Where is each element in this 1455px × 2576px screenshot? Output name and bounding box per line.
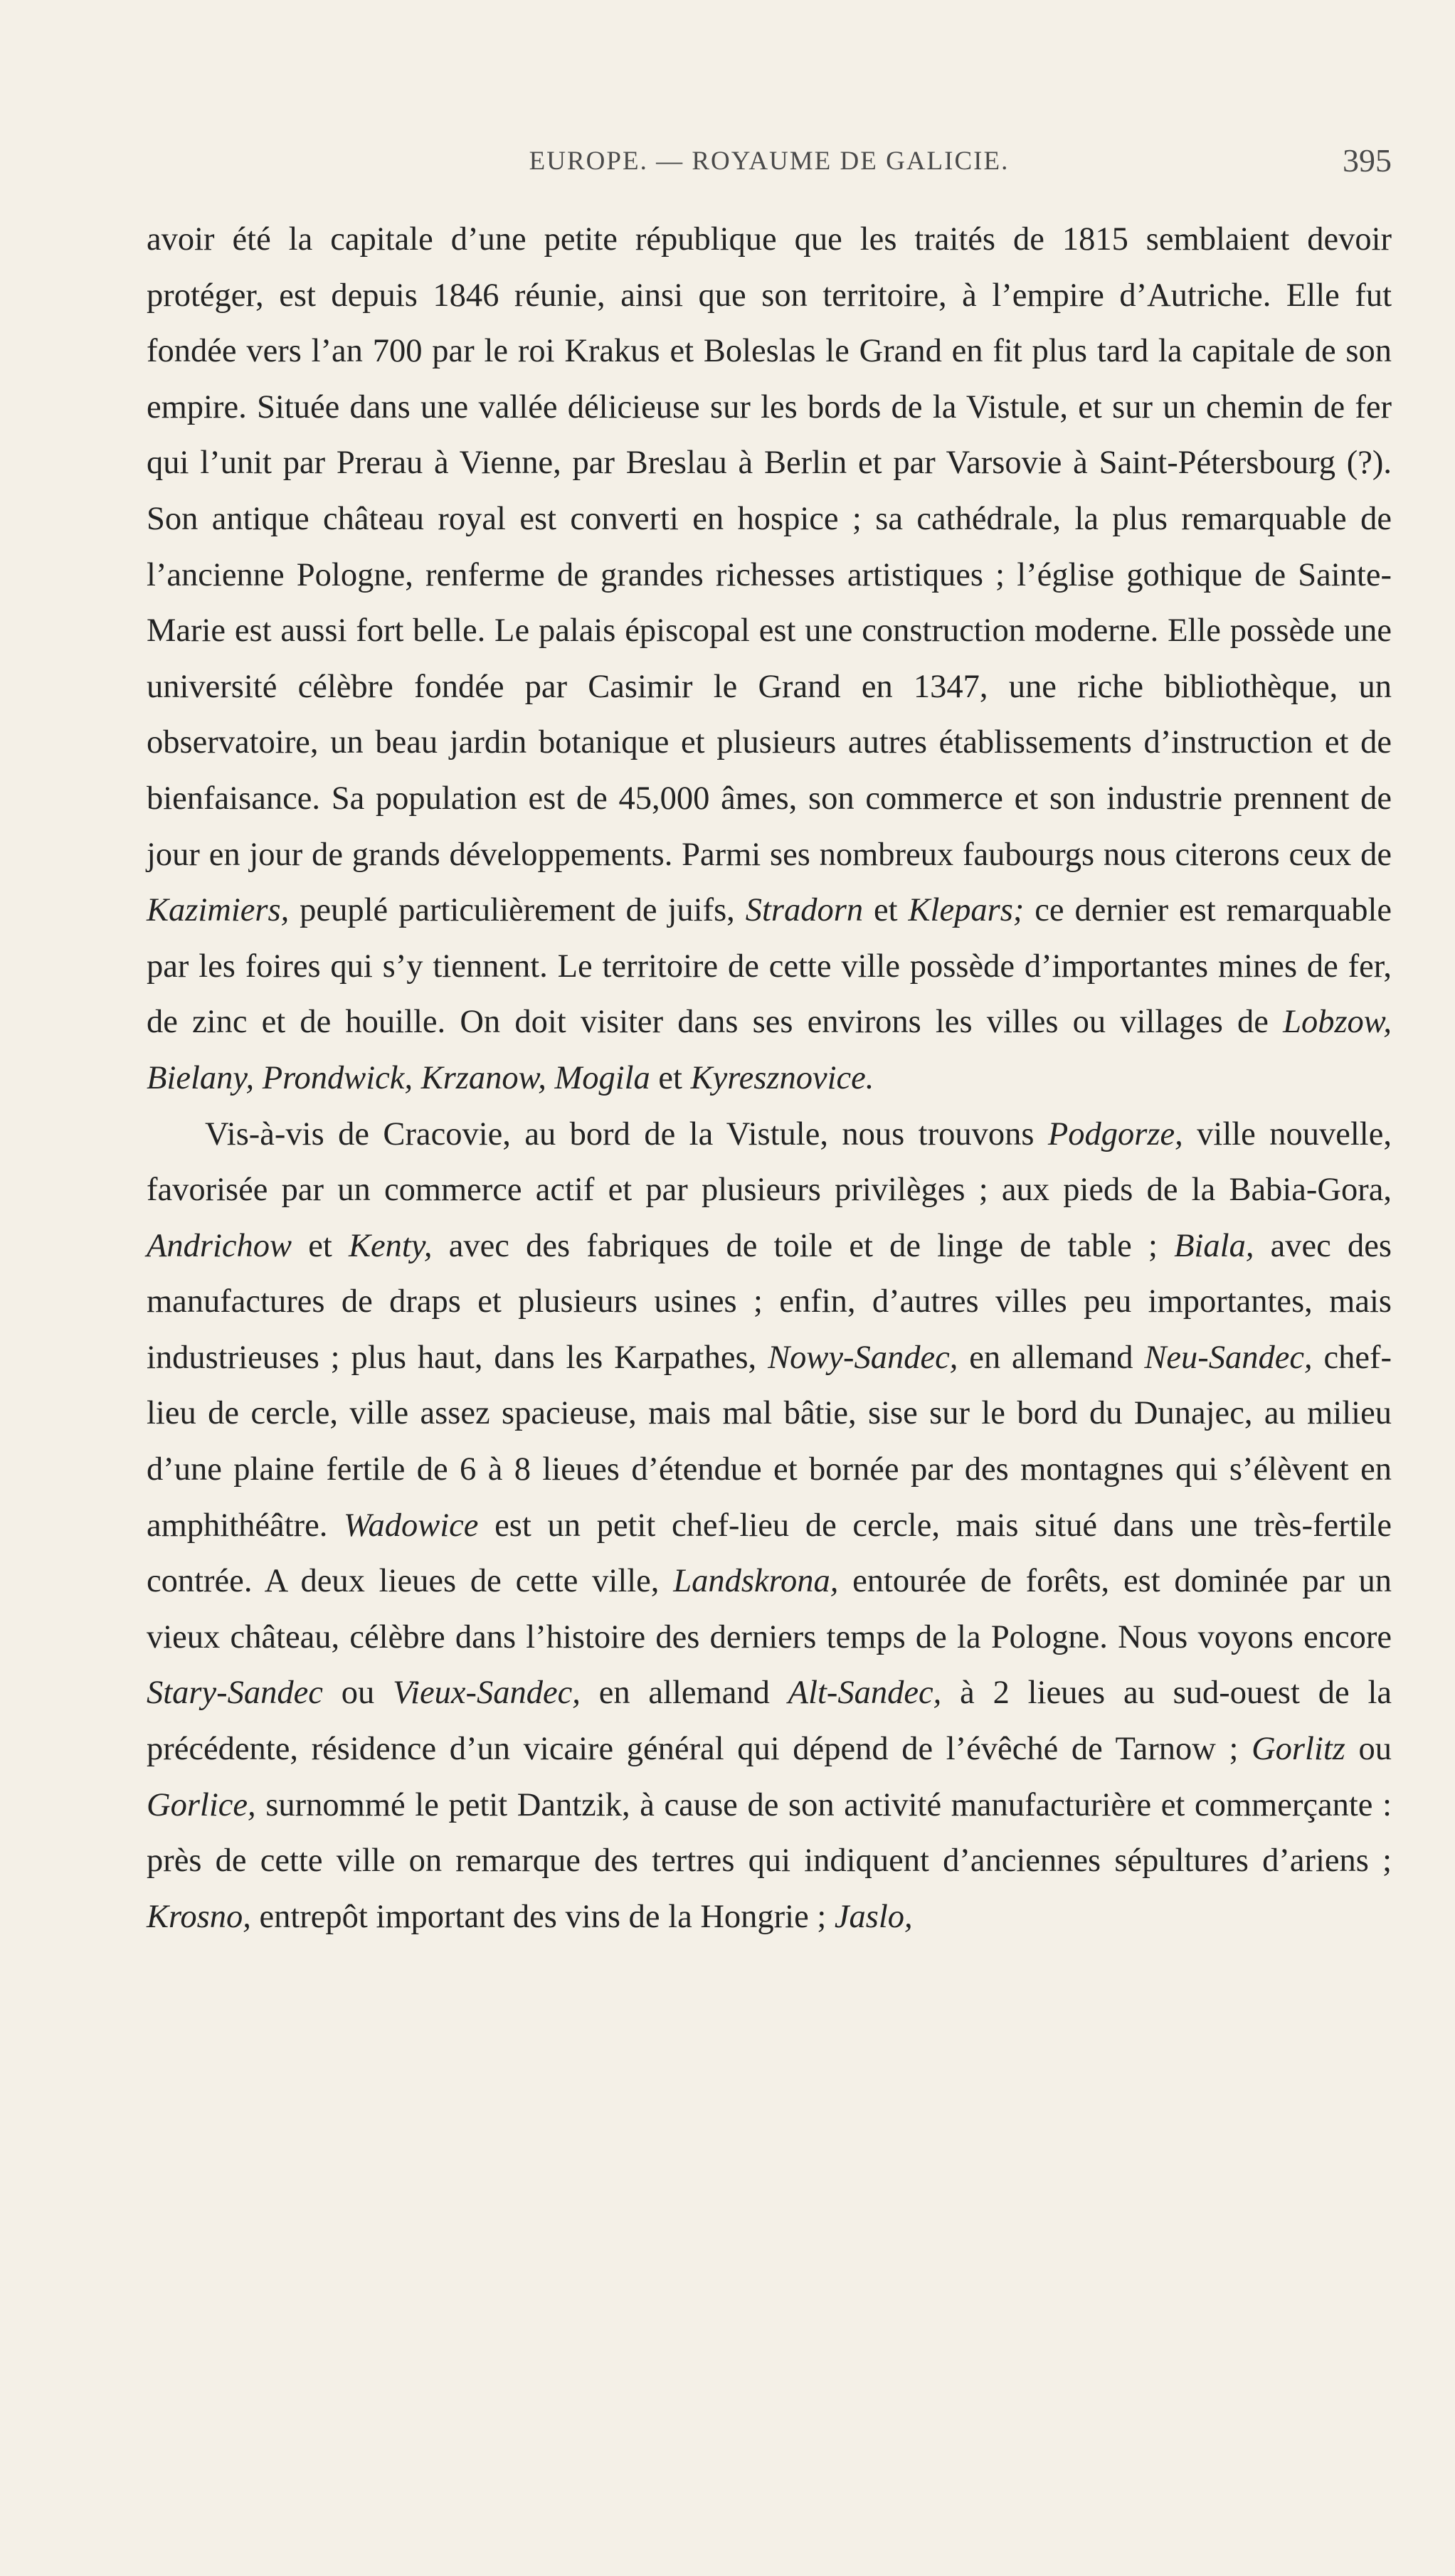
paragraph-krakow xyxy=(147,212,1392,1107)
text-run: et xyxy=(292,1227,349,1264)
place-name: Gorlice, xyxy=(147,1786,256,1823)
text-run: et xyxy=(863,892,909,929)
text-run: est un petit chef-lieu de cercle, mais situé dans une très-fertile contrée. A deux lieues de cette ville, xyxy=(147,1507,1392,1600)
text-run: à 2 lieues au sud-ouest de la précédente, résidence d’un vicaire général qui dépend de l’évêché de Tarnow ; xyxy=(147,1675,1392,1768)
paragraph-podgorze xyxy=(147,1107,1392,1946)
running-head: EUROPE. — ROYAUME DE GALICIE. xyxy=(529,147,1010,176)
text-run: en allemand xyxy=(958,1339,1145,1376)
place-name: Vieux-Sandec, xyxy=(393,1675,581,1712)
text-run: Vis-à-vis de Cracovie, au bord de la Vistule, nous trouvons xyxy=(205,1115,1048,1152)
place-name: Kenty, xyxy=(349,1227,433,1264)
place-name: Stradorn xyxy=(745,892,864,929)
page-header xyxy=(147,142,1392,189)
place-name: Podgorze, xyxy=(1047,1115,1183,1152)
text-run: ville nouvelle, favorisée par un commerce actif et par plusieurs privilèges ; aux pieds de la Babia-Gora, xyxy=(147,1115,1392,1209)
page-number: 395 xyxy=(1343,142,1392,179)
text-run: ou xyxy=(322,1675,393,1712)
text-run: avec des fabriques de toile et de linge de table ; xyxy=(432,1227,1175,1264)
place-name: Andrichow xyxy=(147,1227,292,1264)
text-run: chef-lieu de cercle, ville assez spacieuse, mais mal bâtie, sise sur le bord du Dunajec, au milieu d’une plaine fertile de 6 à 8 lieues d’étendue et bornée par des montagnes qui s’élèvent en amphithéâtre. xyxy=(147,1339,1392,1544)
text-run: avoir été la capitale d’une petite république que les traités de 1815 semblaient devoir protéger, est depuis 1846 réunie, ainsi que son territoire, à l’empire d’Autriche. Elle fut fondée vers l’an 700 par le roi Krakus et Boleslas le Grand en fit plus tard la capitale de son empire. Située dans une vallée délicieuse sur les bords de la Vistule, et sur un chemin de fer qui l’unit par Prerau à Vienne, par Breslau à Berlin et par Varsovie à Saint-Pétersbourg (?). Son antique château royal est converti en hospice ; sa cathédrale, la plus remarquable de l’ancienne Pologne, renferme de grandes richesses artistiques ; l’église gothique de Sainte-Marie est aussi fort belle. Le palais épiscopal est une construction moderne. Elle possède une université célèbre fondée par Casimir le Grand en 1347, une riche bibliothèque, un observatoire, un beau jardin botanique et plusieurs autres établissements d’instruction et de bienfaisance. Sa population est de 45,000 âmes, son commerce et son industrie prennent de jour en jour de grands développements. Parmi ses nombreux faubourgs nous citerons ceux de xyxy=(147,221,1392,873)
text-run: en allemand xyxy=(580,1675,788,1712)
text-run: avec des manufactures de draps et plusieurs usines ; enfin, d’autres villes peu importantes, mais industrieuses ; plus haut, dans les Karpathes, xyxy=(147,1227,1392,1376)
place-name: Stary-Sandec xyxy=(147,1675,323,1712)
place-name: Kyresznovice. xyxy=(690,1059,874,1096)
text-run: surnommé le petit Dantzik, à cause de son activité manufacturière et commerçante : près de cette ville on remarque des tertres qui indiquent d’anciennes sépultures d’ariens ; xyxy=(147,1786,1392,1880)
body-text xyxy=(147,212,1392,1945)
text-run: entourée de forêts, est dominée par un vieux château, célèbre dans l’histoire des derniers temps de la Pologne. Nous voyons encore xyxy=(147,1563,1392,1655)
place-name: Kazimiers, xyxy=(147,892,290,929)
place-name: Jaslo, xyxy=(834,1898,913,1935)
place-name: Gorlitz xyxy=(1252,1731,1345,1768)
place-name: Alt-Sandec, xyxy=(788,1675,942,1712)
place-name: Biala, xyxy=(1174,1227,1254,1264)
place-name: Wadowice xyxy=(344,1507,479,1544)
place-name: Klepars; xyxy=(908,892,1025,929)
place-name: Neu-Sandec, xyxy=(1144,1339,1313,1376)
place-name: Krosno, xyxy=(147,1898,251,1935)
text-run: entrepôt important des vins de la Hongrie ; xyxy=(250,1898,835,1935)
place-name: Lobzow, Bielany, Prondwick, Krzanow, Mogila xyxy=(147,1004,1392,1096)
text-run: peuplé particulièrement de juifs, xyxy=(289,892,746,929)
place-name: Nowy-Sandec, xyxy=(768,1339,958,1376)
place-name: Landskrona, xyxy=(673,1563,839,1600)
text-run: et xyxy=(650,1059,691,1096)
text-run: ce dernier est remarquable par les foires qui s’y tiennent. Le territoire de cette ville possède d’importantes mines de fer, de zinc et de houille. On doit visiter dans ses environs les villes ou villages de xyxy=(147,892,1392,1041)
text-run: ou xyxy=(1345,1731,1392,1768)
